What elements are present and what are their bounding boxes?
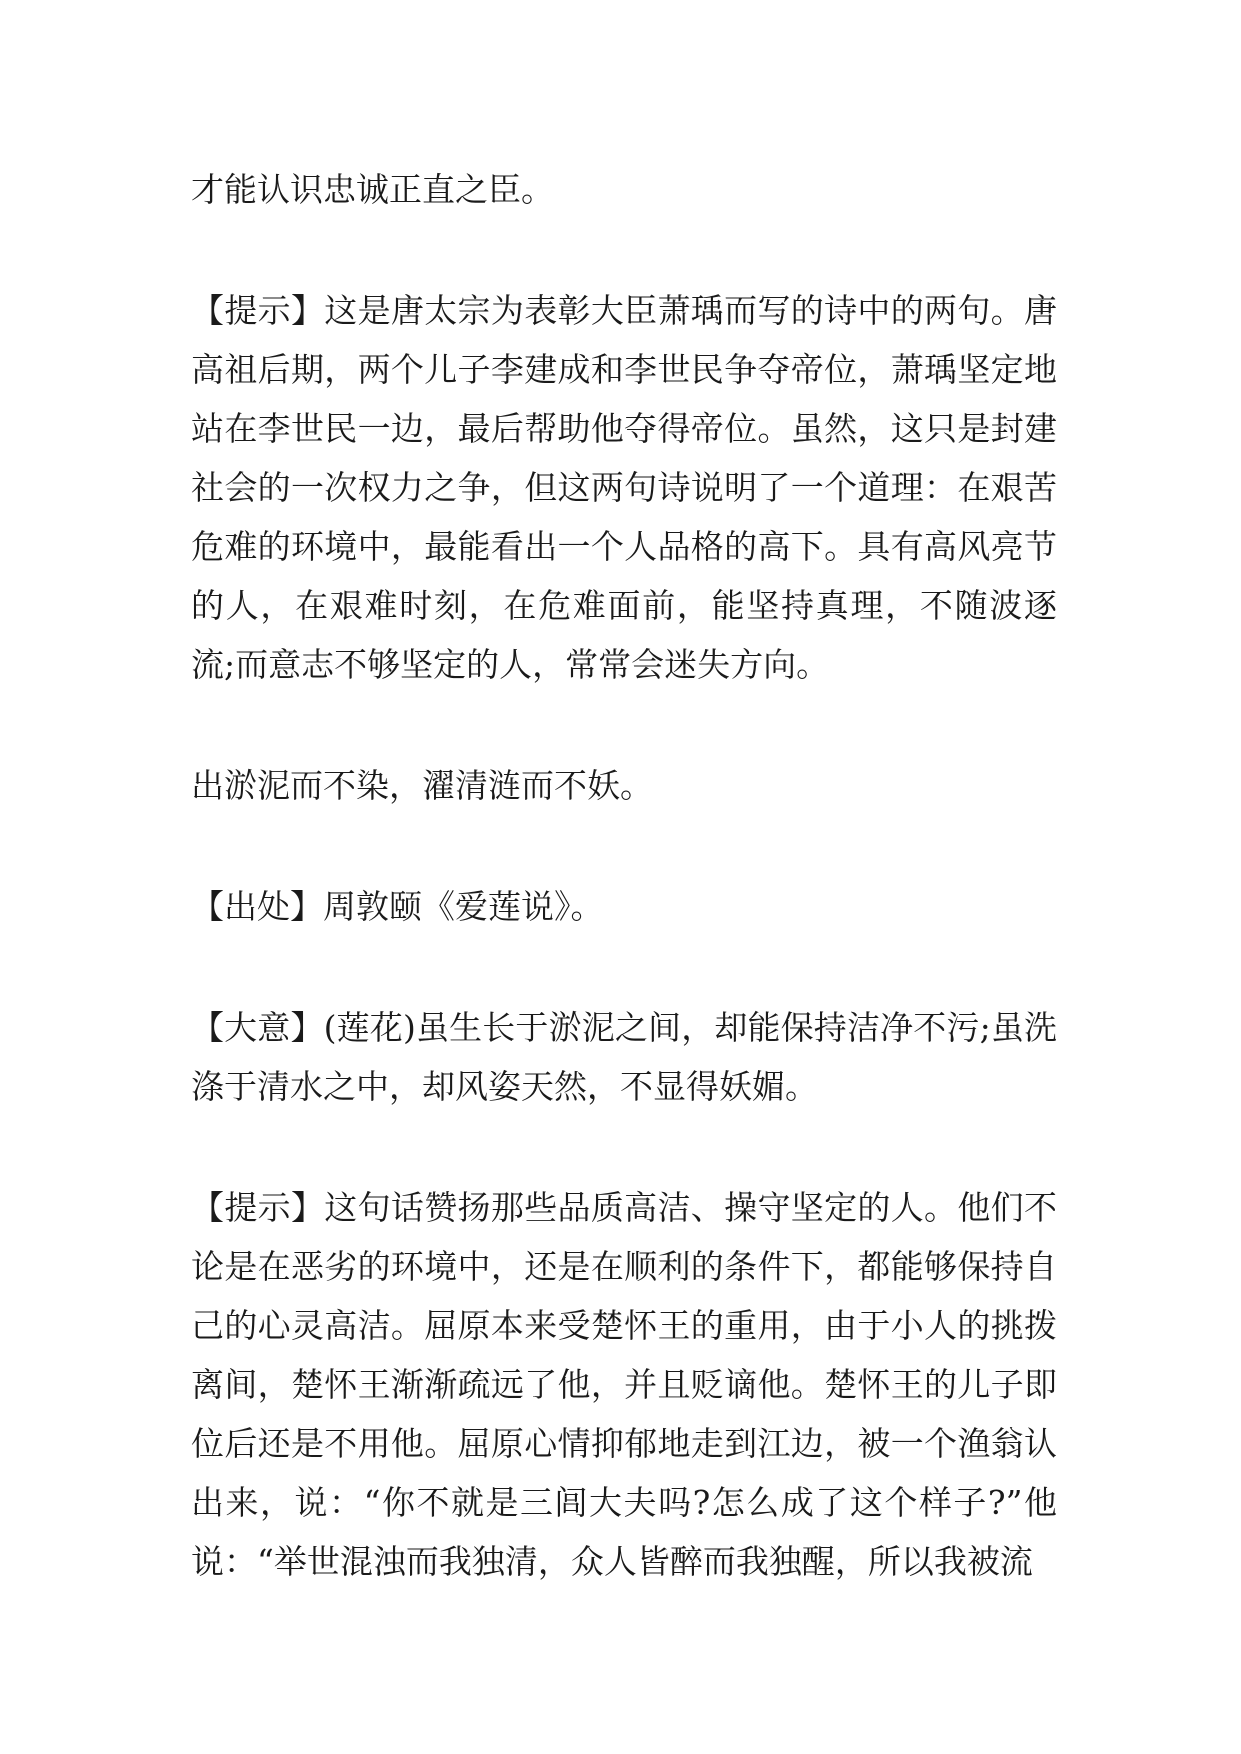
body-text (191, 160, 1057, 1591)
paragraph-continuation: 才能认识忠诚正直之臣。 (191, 170, 554, 209)
paragraph-quote: 出淤泥而不染，濯清涟而不妖。 (191, 766, 653, 805)
paragraph-meaning: 【大意】(莲花)虽生长于淤泥之间，却能保持洁净不污;虽洗涤于清水之中，却风姿天然，不显得妖媚。 (191, 1008, 1057, 1106)
paragraph-hint-2: 【提示】这句话赞扬那些品质高洁、操守坚定的人。他们不论是在恶劣的环境中，还是在顺利的条件下，都能够保持自己的心灵高洁。屈原本来受楚怀王的重用，由于小人的挑拨离间，楚怀王渐渐疏远了他，并且贬谪他。楚怀王的儿子即位后还是不用他。屈原心情抑郁地走到江边，被一个渔翁认出来，说：“你不就是三闾大夫吗?怎么成了这个样子?”他说：“举世混浊而我独清，众人皆醉而我独醒，所以我被流 (191, 1188, 1057, 1581)
paragraph-hint-1: 【提示】这是唐太宗为表彰大臣萧瑀而写的诗中的两句。唐高祖后期，两个儿子李建成和李世民争夺帝位，萧瑀坚定地站在李世民一边，最后帮助他夺得帝位。虽然，这只是封建社会的一次权力之争，但这两句诗说明了一个道理：在艰苦危难的环境中，最能看出一个人品格的高下。具有高风亮节的人，在艰难时刻，在危难面前，能坚持真理，不随波逐流;而意志不够坚定的人，常常会迷失方向。 (191, 291, 1057, 684)
paragraph-source: 【出处】周敦颐《爱莲说》。 (191, 887, 604, 926)
